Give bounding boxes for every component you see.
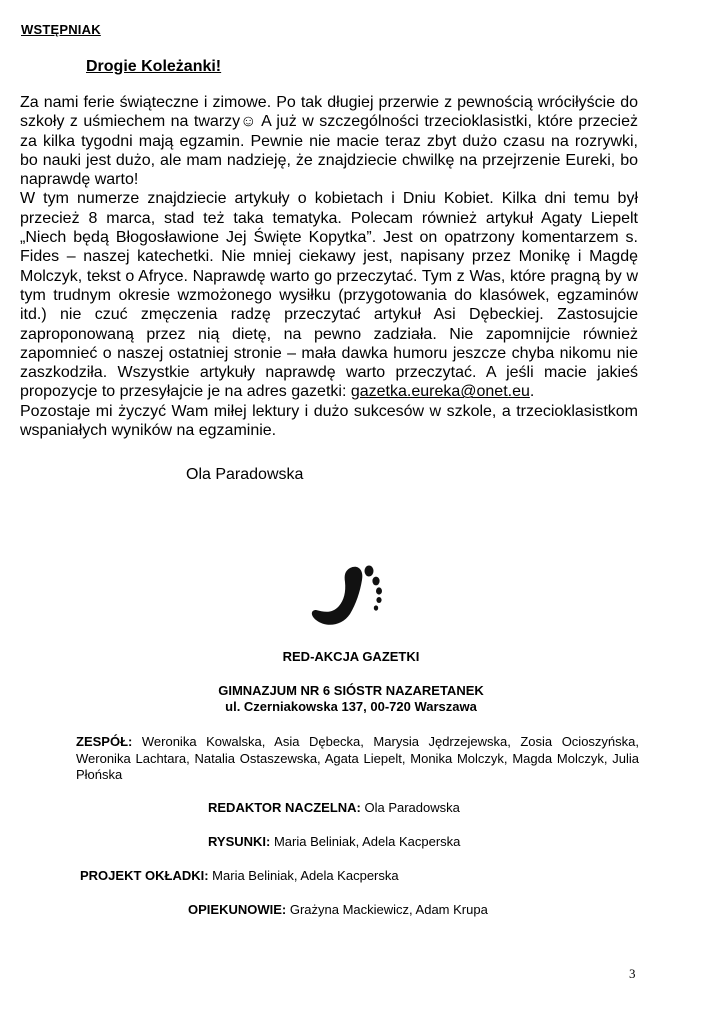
guardians-value: Grażyna Mackiewicz, Adam Krupa [286, 902, 488, 917]
footprint-logo-svg [306, 560, 390, 630]
cover-label: PROJEKT OKŁADKI: [80, 868, 209, 883]
drawings-credit [208, 834, 460, 849]
greeting-heading: Drogie Koleżanki! [86, 58, 222, 75]
editor-in-chief [208, 800, 460, 815]
paragraph-articles-text: W tym numerze znajdziecie artykuły o kobietach i Dniu Kobiet. Kilka dni temu był przecież 8 marca, stad też taka tematyka. Polecam również artykuł Agaty Liepelt „Niech będą Błogosławione Jej Święte Kopytka”. Jest on opatrzony komentarzem s. Fides – naszej katechetki. Nie mniej ciekawy jest, napisany przez Monikę i Magdę Molczyk, tekst o Afryce. Naprawdę warto go przeczytać. Tym z Was, które pragną by w tym trudnym okresie wzmożonego wysiłku (przygotowania do klasówek, egzaminów itd.) nie czuć zmęczenia radzę przeczytać artykuł Asi Dębeckiej. Zastosujcie zaproponowaną przez nią dietę, na pewno zadziała. Nie zapomnijcie również zapomnieć o naszej ostatniej stronie – mała dawka humoru jeszcze chyba nikomu nie zaszkodziła. Wszystkie artykuły naprawdę warto przeczytać. A jeśli macie jakieś propozycje to przesyłajcie je na adres gazetki: [20, 190, 638, 401]
school-name: GIMNAZJUM NR 6 SIÓSTR NAZARETANEK [218, 683, 484, 698]
paragraph-closing: Pozostaje mi życzyć Wam miłej lektury i dużo sukcesów w szkole, a trzecioklasistkom wspaniałych wyników na egzaminie. [20, 402, 638, 440]
editorial-team-heading: RED-AKCJA GAZETKI [282, 649, 420, 664]
team-members: Weronika Kowalska, Asia Dębecka, Marysia Jędrzejewska, Zosia Ocioszyńska, Weronika Lachtara, Natalia Ostaszewska, Agata Liepelt, Monika Molczyk, Magda Molczyk, Julia Płońska [76, 734, 639, 782]
editorial-body [20, 93, 638, 440]
team-list [76, 734, 639, 784]
cover-value: Maria Beliniak, Adela Kacperska [208, 868, 399, 883]
team-label: ZESPÓŁ: [76, 734, 133, 749]
guardians-credit [188, 902, 488, 917]
paragraph-articles [20, 189, 638, 401]
editor-value: Ola Paradowska [360, 800, 460, 815]
signature: Ola Paradowska [186, 466, 304, 483]
footprint-shape [312, 566, 382, 625]
paragraph-articles-end: . [529, 383, 535, 401]
drawings-label: RYSUNKI: [208, 834, 271, 849]
footprint-icon [306, 560, 390, 630]
section-label: WSTĘPNIAK [21, 22, 101, 37]
school-address: ul. Czerniakowska 137, 00-720 Warszawa [225, 699, 477, 714]
paragraph-intro: Za nami ferie świąteczne i zimowe. Po tak długiej przerwie z pewnością wróciłyście do szkoły z uśmiechem na twarzy☺ A już w szczególności trzecioklasistki, które przecież za kilka tygodni mają egzamin. Pewnie nie macie teraz zbyt dużo czasu na rozrywki, bo nauki jest dużo, ale mam nadzieję, że znajdziecie chwilkę na przejrzenie Eureki, bo naprawdę warto! [20, 94, 638, 189]
email-link[interactable]: gazetka.eureka@onet.eu [350, 383, 530, 401]
cover-credit [80, 868, 399, 883]
editor-label: REDAKTOR NACZELNA: [208, 800, 361, 815]
guardians-label: OPIEKUNOWIE: [188, 902, 287, 917]
drawings-value: Maria Beliniak, Adela Kacperska [270, 834, 461, 849]
page-number: 3 [629, 966, 636, 981]
